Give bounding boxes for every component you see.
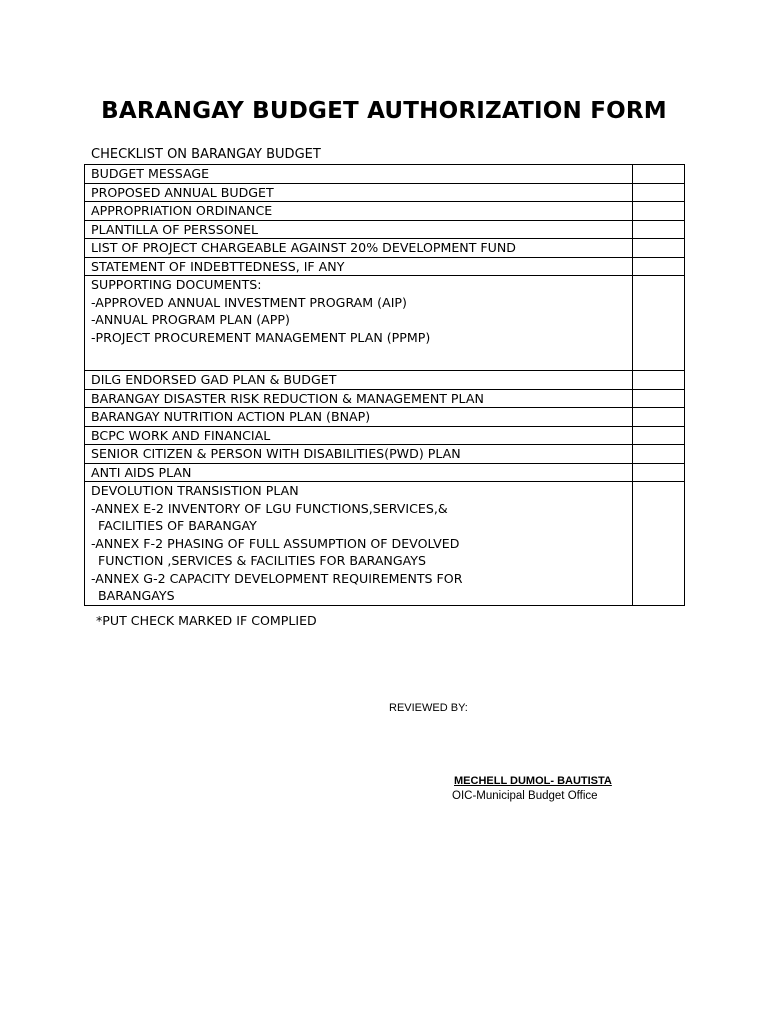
checklist-row [85, 183, 685, 202]
checklist-row [85, 239, 685, 258]
check-box [633, 183, 685, 202]
checklist-item-text: DEVOLUTION TRANSISTION PLAN [91, 483, 299, 498]
check-box [633, 482, 685, 606]
checklist-item [85, 257, 633, 276]
checklist-item-text: LIST OF PROJECT CHARGEABLE AGAINST 20% DEVELOPMENT FUND [91, 240, 516, 255]
checklist-item-text: BCPC WORK AND FINANCIAL [91, 427, 271, 443]
checklist-subitem-text: -ANNUAL PROGRAM PLAN (APP) [91, 312, 290, 327]
check-box [633, 463, 685, 482]
checklist-item-text: SUPPORTING DOCUMENTS: [91, 277, 262, 292]
checklist-row [85, 426, 685, 445]
checklist-subitem-text: -ANNEX F-2 PHASING OF FULL ASSUMPTION OF DEVOLVED [91, 535, 460, 551]
checklist-item-text: PROPOSED ANNUAL BUDGET [91, 184, 274, 200]
checklist-item [85, 426, 633, 445]
check-box [633, 426, 685, 445]
checklist-row [85, 202, 685, 221]
check-box [633, 202, 685, 221]
checklist-item [85, 165, 633, 184]
checklist-table [84, 164, 685, 606]
checklist-item [85, 276, 633, 371]
checklist-item-text: BARANGAY DISASTER RISK REDUCTION & MANAGEMENT PLAN [91, 390, 484, 406]
checklist-item [85, 463, 633, 482]
checklist-subitem-text: -APPROVED ANNUAL INVESTMENT PROGRAM (AIP) [91, 294, 407, 310]
checklist-row [85, 257, 685, 276]
checklist-item [85, 371, 633, 390]
check-box [633, 257, 685, 276]
checklist-item-text: STATEMENT OF INDEBTTEDNESS, IF ANY [91, 258, 345, 274]
checklist-subitem-text: -ANNEX G-2 CAPACITY DEVELOPMENT REQUIREMENTS FOR [91, 570, 463, 586]
checklist-row [85, 389, 685, 408]
checklist-item-text: SENIOR CITIZEN & PERSON WITH DISABILITIES(PWD) PLAN [91, 446, 461, 461]
signatory-name: MECHELL DUMOL- BAUTISTA [454, 775, 612, 787]
checklist-subitem-text: -ANNEX E-2 INVENTORY OF LGU FUNCTIONS,SERVICES,& [91, 500, 448, 516]
checklist-caption: CHECKLIST ON BARANGAY BUDGET [91, 147, 321, 162]
checklist-row [85, 445, 685, 464]
checklist-row [85, 371, 685, 390]
check-box [633, 165, 685, 184]
checklist-item [85, 389, 633, 408]
reviewed-by-label: REVIEWED BY: [389, 702, 468, 714]
check-box [633, 389, 685, 408]
checklist-row [85, 165, 685, 184]
checklist-item [85, 239, 633, 258]
checklist-subitem-text: BARANGAYS [98, 588, 175, 603]
checklist-item-text: DILG ENDORSED GAD PLAN & BUDGET [91, 372, 337, 387]
check-box [633, 408, 685, 427]
check-box [633, 445, 685, 464]
checklist-item [85, 220, 633, 239]
page-title: BARANGAY BUDGET AUTHORIZATION FORM [101, 98, 667, 124]
checklist-row [85, 482, 685, 606]
checklist-subitem-text: FUNCTION ,SERVICES & FACILITIES FOR BARANGAYS [98, 553, 426, 568]
checklist-item-text: PLANTILLA OF PERSSONEL [91, 221, 259, 237]
checklist-item [85, 482, 633, 606]
check-box [633, 371, 685, 390]
signatory-office: OIC-Municipal Budget Office [452, 790, 598, 802]
checklist-item [85, 202, 633, 221]
checklist-row [85, 463, 685, 482]
checklist-item-text: BUDGET MESSAGE [91, 166, 210, 181]
checklist-row [85, 408, 685, 427]
checklist-item [85, 445, 633, 464]
compliance-note: *PUT CHECK MARKED IF COMPLIED [96, 613, 317, 628]
checklist-subitem-text: -PROJECT PROCUREMENT MANAGEMENT PLAN (PPMP) [91, 329, 431, 345]
check-box [633, 239, 685, 258]
checklist-item-text: ANTI AIDS PLAN [91, 464, 192, 480]
check-box [633, 276, 685, 371]
checklist-subitem-text: FACILITIES OF BARANGAY [98, 518, 257, 533]
checklist-item-text: BARANGAY NUTRITION ACTION PLAN (BNAP) [91, 409, 371, 424]
checklist-item [85, 183, 633, 202]
check-box [633, 220, 685, 239]
checklist-row [85, 276, 685, 371]
checklist-item-text: APPROPRIATION ORDINANCE [91, 203, 273, 218]
checklist-item [85, 408, 633, 427]
checklist-row [85, 220, 685, 239]
